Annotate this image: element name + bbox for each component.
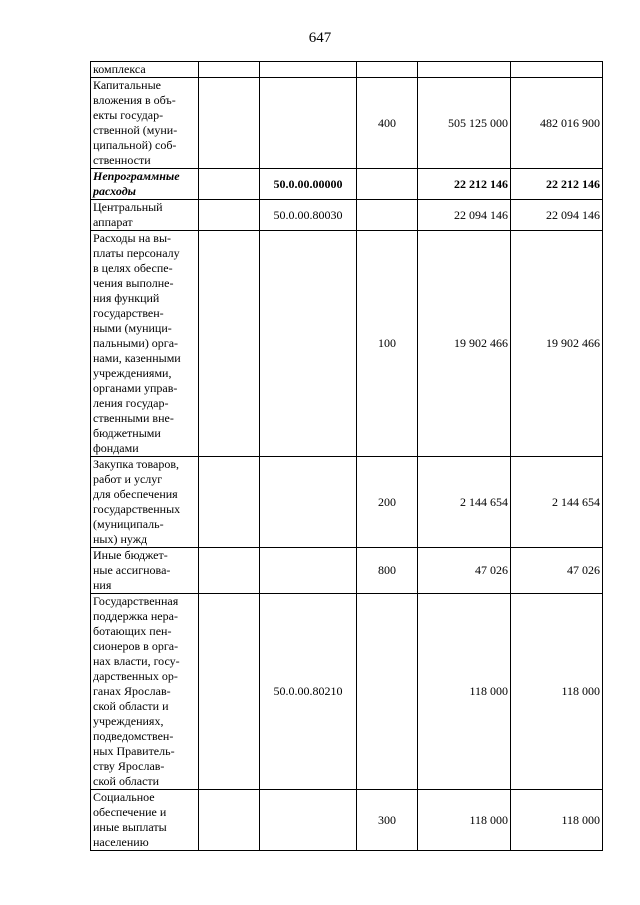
row-name-line: работ и услуг <box>93 472 163 486</box>
row-name-line: ганах Ярослав- <box>93 684 171 698</box>
row-name-cell <box>91 790 199 851</box>
row-type-cell <box>357 594 418 790</box>
row-name-line: в целях обеспе- <box>93 261 173 275</box>
table-row <box>91 548 603 594</box>
row-name-line: нами, казенными <box>93 351 181 365</box>
row-name-line: подведомствен- <box>93 729 174 743</box>
row-code-cell: 50.0.00.00000 <box>260 169 357 200</box>
row-amount-1-cell: 118 000 <box>418 790 511 851</box>
row-name-line: Капитальные <box>93 78 161 92</box>
row-name-line: Непрограммные <box>93 169 180 183</box>
row-name-line: пальными) орга- <box>93 336 179 350</box>
row-name-line: Социальное <box>93 790 155 804</box>
row-name-line: поддержка нера- <box>93 609 178 623</box>
row-name-line: ния функций <box>93 291 160 305</box>
row-name-line: ными (муници- <box>93 321 172 335</box>
row-name-line: (муниципаль- <box>93 517 164 531</box>
row-name-line: органами управ- <box>93 381 178 395</box>
row-name-line: Государственная <box>93 594 179 608</box>
row-name-cell <box>91 62 199 78</box>
row-name-line: аппарат <box>93 215 133 229</box>
budget-table <box>90 61 603 851</box>
row-name-line: платы персоналу <box>93 246 180 260</box>
row-amount-2-cell: 22 212 146 <box>511 169 603 200</box>
row-name-line: ственности <box>93 153 151 167</box>
row-name-line: сионеров в орга- <box>93 639 179 653</box>
row-amount-1-cell: 22 212 146 <box>418 169 511 200</box>
row-name-line: дарственных ор- <box>93 669 178 683</box>
row-code-cell <box>260 548 357 594</box>
table-row <box>91 231 603 457</box>
empty-cell <box>199 200 260 231</box>
empty-cell <box>199 594 260 790</box>
table-row <box>91 78 603 169</box>
empty-cell <box>199 169 260 200</box>
row-code-cell <box>260 78 357 169</box>
budget-table-body <box>91 62 603 851</box>
table-row <box>91 200 603 231</box>
row-amount-1-cell: 22 094 146 <box>418 200 511 231</box>
row-name-line: расходы <box>93 184 136 198</box>
row-name-line: нах власти, госу- <box>93 654 180 668</box>
empty-cell <box>199 790 260 851</box>
row-name-line: обеспечение и <box>93 805 167 819</box>
row-name-line: ления государ- <box>93 396 169 410</box>
row-amount-2-cell: 22 094 146 <box>511 200 603 231</box>
row-amount-2-cell: 118 000 <box>511 790 603 851</box>
table-row <box>91 790 603 851</box>
row-type-cell <box>357 169 418 200</box>
row-name-line: учреждениях, <box>93 714 164 728</box>
row-code-cell <box>260 231 357 457</box>
empty-cell <box>199 231 260 457</box>
row-name-line: ципальной) соб- <box>93 138 177 152</box>
row-name-line: ской области <box>93 774 160 788</box>
empty-cell <box>199 457 260 548</box>
row-name-line: комплекса <box>93 62 146 76</box>
empty-cell <box>199 548 260 594</box>
row-amount-1-cell: 118 000 <box>418 594 511 790</box>
page-number: 647 <box>308 30 332 46</box>
row-type-cell <box>357 62 418 78</box>
row-code-cell <box>260 62 357 78</box>
row-name-line: ству Ярослав- <box>93 759 165 773</box>
row-amount-2-cell: 19 902 466 <box>511 231 603 457</box>
row-amount-2-cell: 47 026 <box>511 548 603 594</box>
row-type-cell: 800 <box>357 548 418 594</box>
row-name-cell <box>91 169 199 200</box>
row-code-cell: 50.0.00.80210 <box>260 594 357 790</box>
row-amount-1-cell: 2 144 654 <box>418 457 511 548</box>
row-name-line: государственных <box>93 502 181 516</box>
table-row <box>91 457 603 548</box>
row-amount-2-cell <box>511 62 603 78</box>
row-type-cell <box>357 200 418 231</box>
row-type-cell: 200 <box>357 457 418 548</box>
row-name-line: для обеспечения <box>93 487 178 501</box>
row-name-cell <box>91 78 199 169</box>
row-name-line: Иные бюджет- <box>93 548 168 562</box>
row-name-line: фондами <box>93 441 139 455</box>
row-name-cell <box>91 594 199 790</box>
row-amount-1-cell: 505 125 000 <box>418 78 511 169</box>
row-name-line: ных) нужд <box>93 532 148 546</box>
row-name-line: чения выполне- <box>93 276 174 290</box>
row-type-cell: 400 <box>357 78 418 169</box>
row-name-line: ные ассигнова- <box>93 563 171 577</box>
row-amount-1-cell <box>418 62 511 78</box>
row-name-line: бюджетными <box>93 426 161 440</box>
row-name-line: ных Правитель- <box>93 744 175 758</box>
row-name-line: государствен- <box>93 306 164 320</box>
table-row <box>91 169 603 200</box>
row-name-line: населению <box>93 835 149 849</box>
row-name-line: ской области и <box>93 699 169 713</box>
row-type-cell: 300 <box>357 790 418 851</box>
row-code-cell <box>260 457 357 548</box>
row-name-cell <box>91 457 199 548</box>
row-name-cell <box>91 200 199 231</box>
row-name-cell <box>91 548 199 594</box>
empty-cell <box>199 62 260 78</box>
row-code-cell <box>260 790 357 851</box>
row-type-cell: 100 <box>357 231 418 457</box>
row-amount-2-cell: 2 144 654 <box>511 457 603 548</box>
row-name-line: ственными вне- <box>93 411 174 425</box>
row-name-line: учреждениями, <box>93 366 172 380</box>
row-amount-1-cell: 19 902 466 <box>418 231 511 457</box>
row-name-line: Центральный <box>93 200 163 214</box>
row-name-line: вложения в объ- <box>93 93 176 107</box>
row-name-line: екты государ- <box>93 108 164 122</box>
row-name-line: Расходы на вы- <box>93 231 172 245</box>
table-row <box>91 62 603 78</box>
table-row <box>91 594 603 790</box>
empty-cell <box>199 78 260 169</box>
row-name-line: Закупка товаров, <box>93 457 179 471</box>
row-amount-1-cell: 47 026 <box>418 548 511 594</box>
row-name-line: ственной (муни- <box>93 123 178 137</box>
row-amount-2-cell: 118 000 <box>511 594 603 790</box>
row-name-line: иные выплаты <box>93 820 167 834</box>
row-name-line: ния <box>93 578 112 592</box>
row-name-line: ботающих пен- <box>93 624 172 638</box>
row-amount-2-cell: 482 016 900 <box>511 78 603 169</box>
row-code-cell: 50.0.00.80030 <box>260 200 357 231</box>
row-name-cell <box>91 231 199 457</box>
